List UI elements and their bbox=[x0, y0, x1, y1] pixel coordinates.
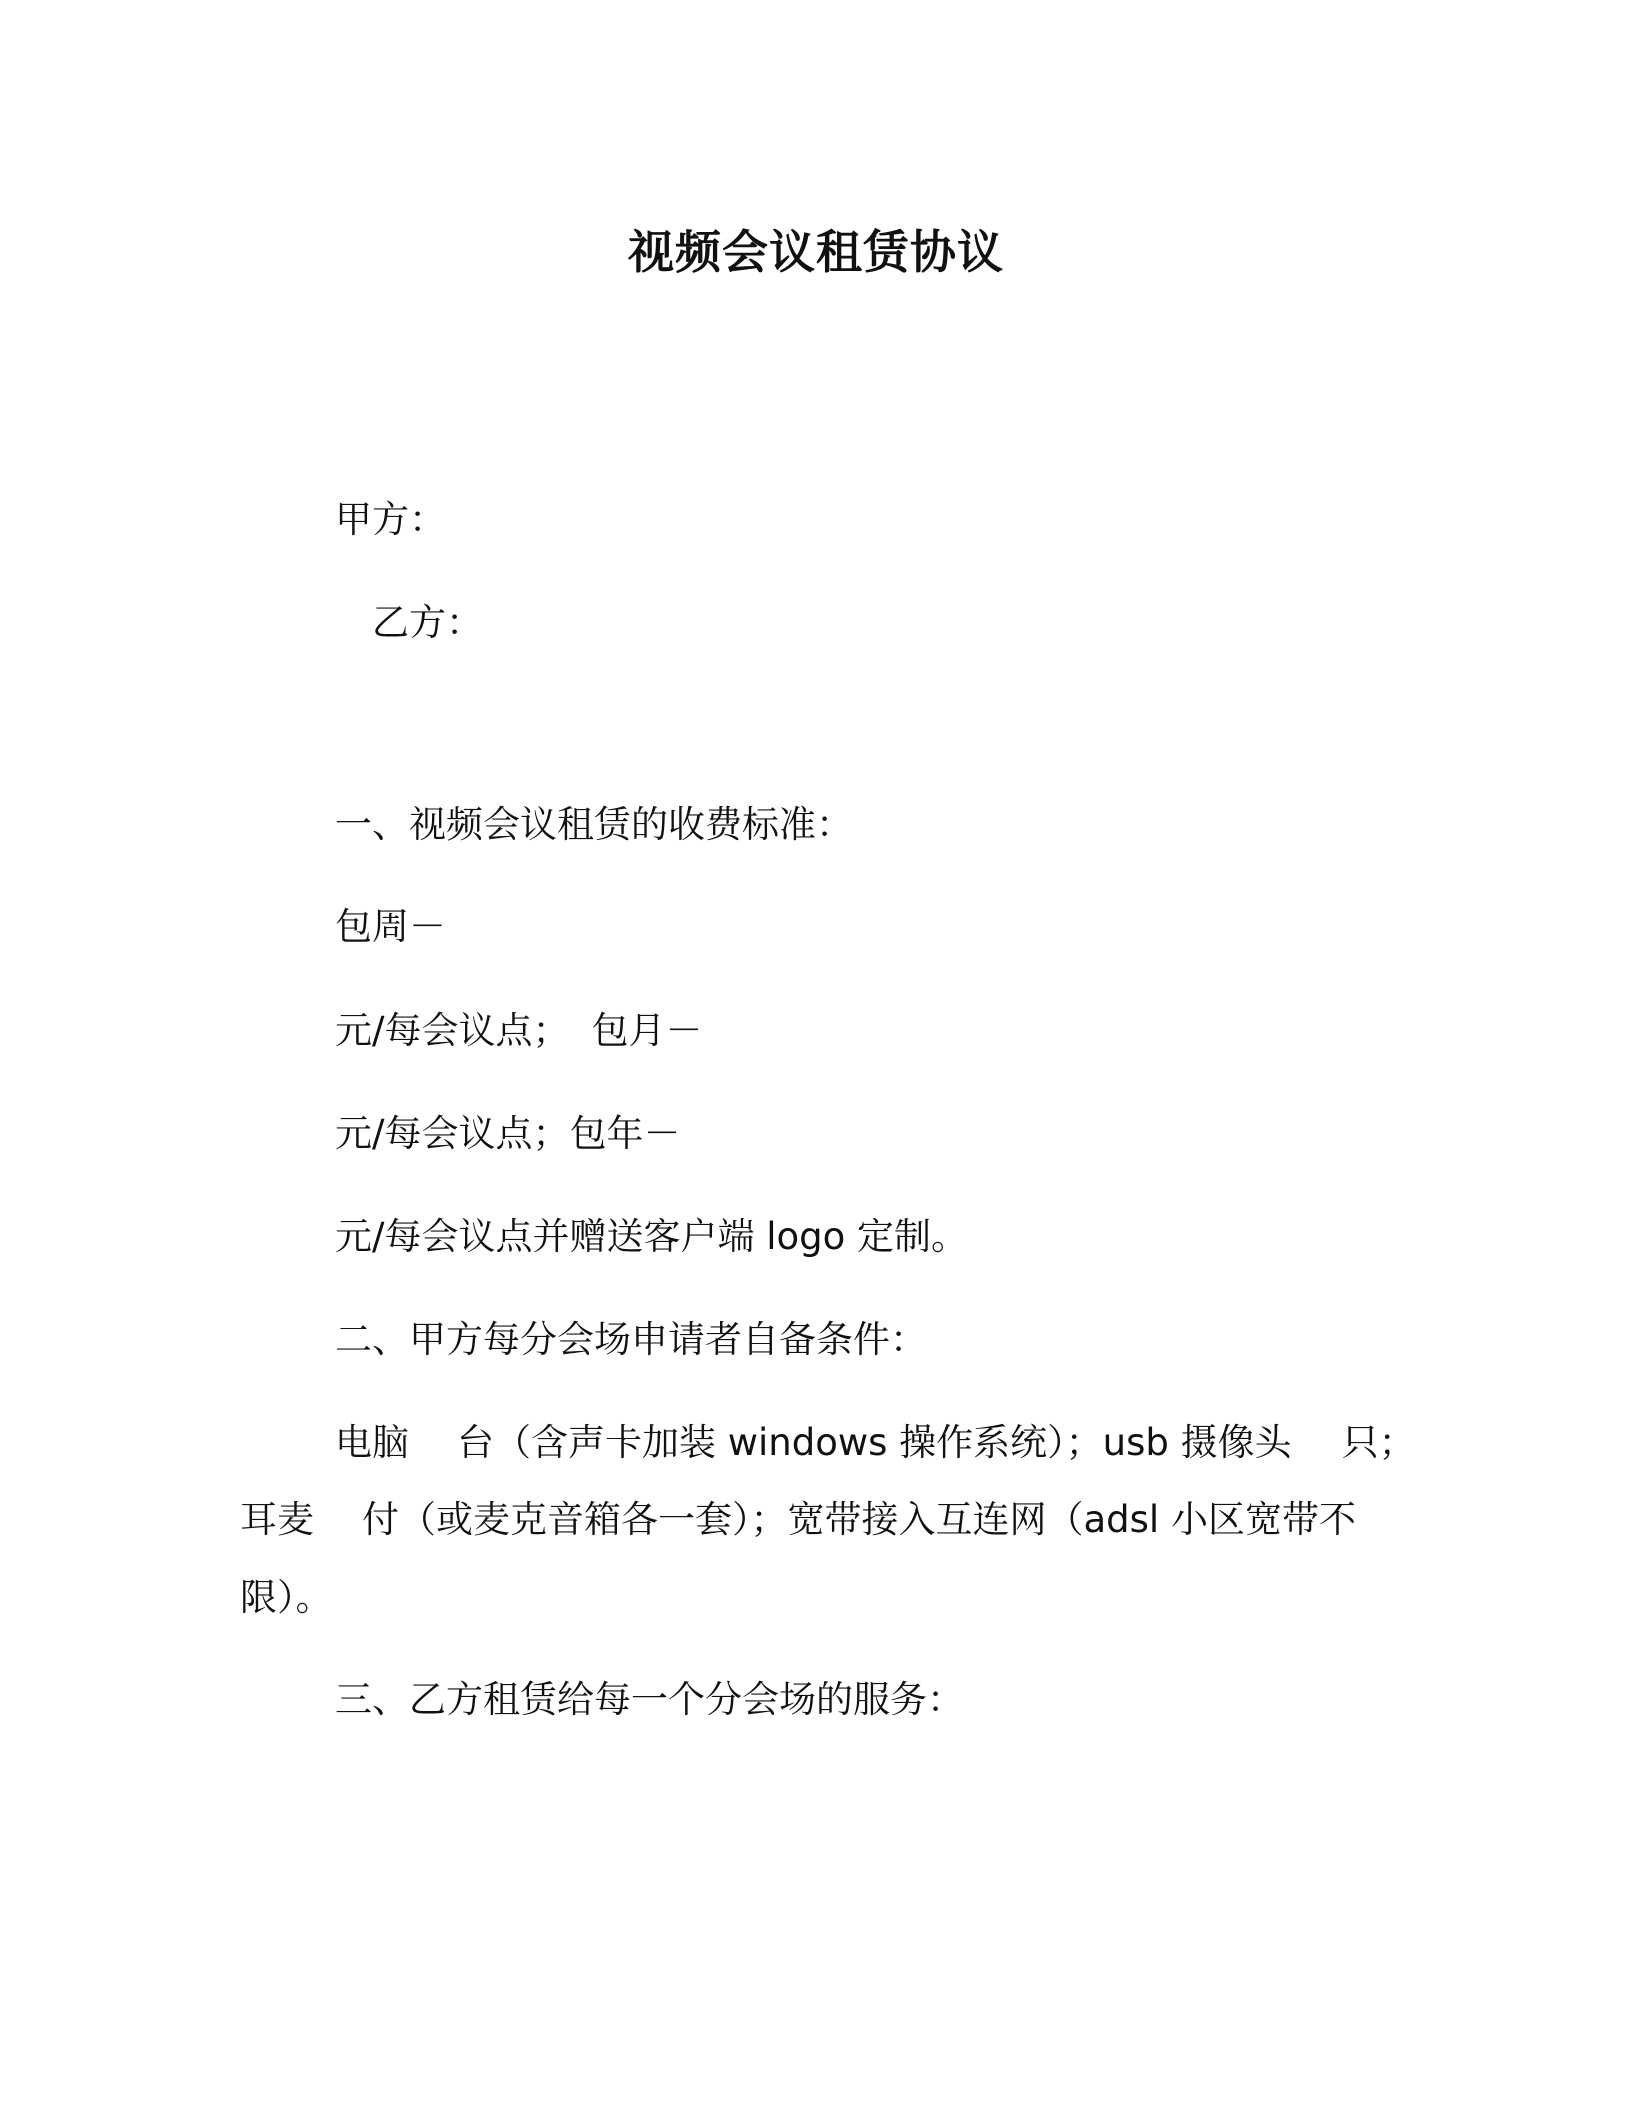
yearly-bonus-line: 元/每会议点并赠送客户端 logo 定制。 bbox=[335, 1215, 969, 1258]
computer-detail-text: 台（含声卡加装 windows 操作系统）；usb 摄像头 bbox=[457, 1421, 1292, 1464]
equipment-line-1 bbox=[335, 1418, 1416, 1468]
section-2-heading: 二、甲方每分会场申请者自备条件： bbox=[335, 1318, 927, 1361]
monthly-label: 包月－ bbox=[591, 1009, 703, 1052]
section-1-heading: 一、视频会议租赁的收费标准： bbox=[335, 803, 853, 846]
equipment-line-3: 限）。 bbox=[240, 1576, 333, 1619]
equipment-line-2 bbox=[240, 1495, 1356, 1545]
headset-detail-text: 付（或麦克音箱各一套）；宽带接入互连网（adsl 小区宽带不 bbox=[362, 1498, 1356, 1541]
party-b-label: 乙方： bbox=[372, 601, 483, 644]
weekly-rate-line: 包周－ bbox=[335, 905, 446, 948]
camera-count-text: 只； bbox=[1341, 1421, 1416, 1464]
computer-text: 电脑 bbox=[335, 1421, 409, 1464]
section-3-heading: 三、乙方租赁给每一个分会场的服务： bbox=[335, 1678, 964, 1721]
monthly-rate-line bbox=[335, 1006, 702, 1056]
yearly-rate-line: 元/每会议点；包年－ bbox=[335, 1112, 681, 1155]
document-title: 视频会议租赁协议 bbox=[628, 225, 1004, 279]
party-a-label: 甲方： bbox=[335, 498, 446, 541]
monthly-unit-text: 元/每会议点； bbox=[335, 1009, 570, 1052]
headset-text: 耳麦 bbox=[240, 1498, 314, 1541]
